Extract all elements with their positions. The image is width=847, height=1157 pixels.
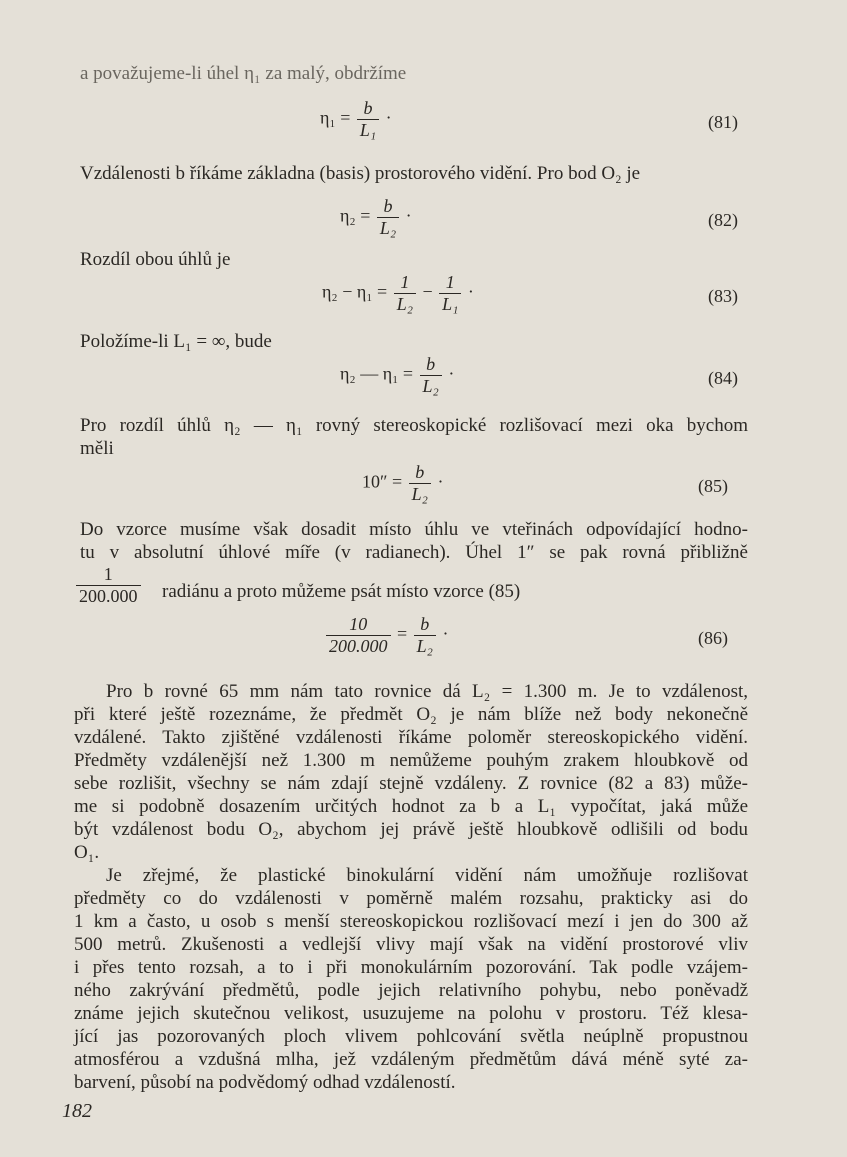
eq85-lhs: 10″ =: [362, 471, 403, 492]
equation-number-85: (85): [698, 476, 728, 496]
eq83-lhs: η₂ − η₁ =: [322, 281, 388, 302]
page-number: 182: [62, 1100, 92, 1122]
equation-number-84: (84): [708, 368, 738, 388]
equation-82: [340, 196, 738, 248]
eq85-tail: ·: [437, 471, 444, 492]
eq82-num: b: [383, 196, 393, 216]
paragraph-line: Předměty vzdálenější než 1.300 m nemůžeme pouhým zrakem hloubkově od: [74, 750, 748, 771]
text-line-substitute-2: tu v absolutní úhlové míře (v radianech). Úhel 1″ se pak rovná přibližně: [80, 542, 748, 563]
text-line-stereo: Pro rozdíl úhlů η₂ — η₁ rovný stereoskopické rozlišovací mezi oka bychom: [80, 415, 748, 436]
equation-81: [320, 98, 738, 150]
paragraph-line: me si podobně dosazením určitých hodnot za b a L₁ vypočítat, jaká může: [74, 796, 748, 817]
eq85-den: L₂: [409, 483, 431, 505]
eq83-den2: L₁: [439, 293, 461, 315]
paragraph-line: barvení, působí na podvědomý odhad vzdáleností.: [74, 1072, 456, 1093]
paragraph-line: jící jas pozorovaných ploch vlivem pohlcování světla neúplně propustnou: [74, 1026, 748, 1047]
eq86-den: 200.000: [326, 635, 391, 657]
eq85-num: b: [415, 462, 425, 482]
paragraph-line: Je zřejmé, že plastické binokulární vidění nám umožňuje rozlišovat: [106, 865, 748, 886]
eq86-equals: =: [397, 623, 408, 644]
eq83-minus: −: [422, 281, 433, 302]
equation-number-81: (81): [708, 112, 738, 132]
text-line-radians: radiánu a proto můžeme psát místo vzorce (85): [162, 581, 521, 602]
paragraph-line: při které ještě rozeznáme, že předmět O₂ je nám blíže než body nekonečně: [74, 704, 748, 725]
eq83-den: L₂: [394, 293, 416, 315]
paragraph-line: vzdálené. Takto zjištěné vzdálenosti říkáme poloměr stereoskopického vidění.: [74, 727, 748, 748]
equation-85: [362, 462, 728, 514]
paragraph-line: i přes tento rozsah, a to i při monokulárním pozorování. Tak podle vzájem-: [74, 957, 748, 978]
equation-84: [340, 354, 738, 406]
eq81-num: b: [363, 98, 373, 118]
eq83-num: 1: [400, 272, 410, 292]
text-line-intro: a považujeme-li úhel η₁ za malý, obdržíme: [80, 63, 407, 84]
equation-number-82: (82): [708, 210, 738, 230]
eq84-lhs: η₂ — η₁ =: [340, 363, 414, 384]
paragraph-line: Pro b rovné 65 mm nám tato rovnice dá L₂ = 1.300 m. Je to vzdálenost,: [106, 681, 748, 702]
paragraph-line: 1 km a často, u osob s menší stereoskopickou rozlišovací mezí i jen do 300 až: [74, 911, 748, 932]
text-line-difference: Rozdíl obou úhlů je: [80, 249, 231, 270]
fraction-one-over: [74, 564, 143, 607]
eq84-num: b: [426, 354, 436, 374]
equation-number-86: (86): [698, 628, 728, 648]
eq83-tail: ·: [467, 281, 474, 302]
fraction-denominator: 200.000: [76, 585, 141, 607]
eq82-tail: ·: [405, 205, 412, 226]
eq86-num2: b: [420, 614, 430, 634]
equation-86: [324, 614, 728, 666]
eq84-tail: ·: [448, 363, 455, 384]
fraction-numerator: 1: [103, 564, 113, 584]
paragraph-line: sebe rozlišit, všechny se nám zdají stejně vzdáleny. Z rovnice (82 a 83) může-: [74, 773, 748, 794]
eq81-lhs: η₁ =: [320, 107, 351, 128]
eq86-den2: L₂: [414, 635, 436, 657]
eq84-den: L₂: [420, 375, 442, 397]
paragraph-line: O₁.: [74, 842, 100, 863]
eq82-lhs: η₂ =: [340, 205, 371, 226]
eq86-tail: ·: [442, 623, 449, 644]
paragraph-line: ného zakrývání předmětů, podle jejich relativního pohybu, nebo poněvadž: [74, 980, 748, 1001]
paragraph-line: předměty co do vzdálenosti v poměrně malém rozsahu, prakticky asi do: [74, 888, 748, 909]
text-line-infinity: Položíme-li L₁ = ∞, bude: [80, 331, 272, 352]
text-line-substitute-1: Do vzorce musíme však dosadit místo úhlu ve vteřinách odpovídající hodno-: [80, 519, 748, 540]
text-line-meli: měli: [80, 438, 114, 459]
paragraph-line: známe jejich skutečnou velikost, usuzujeme na polohu v prostoru. Též klesa-: [74, 1003, 748, 1024]
equation-83: [322, 272, 738, 324]
eq86-num: 10: [349, 614, 368, 634]
paragraph-line: atmosférou a vzdušná mlha, jež vzdáleným předmětům dává méně syté za-: [74, 1049, 748, 1070]
equation-number-83: (83): [708, 286, 738, 306]
paragraph-line: být vzdálenost bodu O₂, abychom jej právě ještě hloubkově odlišili od bodu: [74, 819, 748, 840]
eq82-den: L₂: [377, 217, 399, 239]
eq83-num2: 1: [445, 272, 455, 292]
eq81-tail: ·: [385, 107, 392, 128]
paragraph-line: 500 metrů. Zkušenosti a vedlejší vlivy mají však na vidění prostorové vliv: [74, 934, 748, 955]
eq81-den: L₁: [357, 119, 379, 141]
text-line-basis: Vzdálenosti b říkáme základna (basis) prostorového vidění. Pro bod O₂ je: [80, 163, 641, 184]
